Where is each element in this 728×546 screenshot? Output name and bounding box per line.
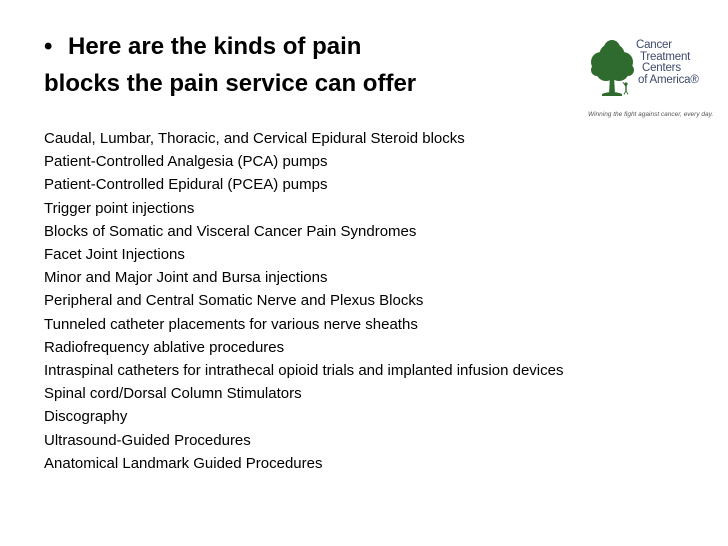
slide-title <box>44 28 564 102</box>
list-item: Patient-Controlled Epidural (PCEA) pumps <box>44 176 328 194</box>
list-item: Minor and Major Joint and Bursa injections <box>44 269 328 287</box>
list-item: Caudal, Lumbar, Thoracic, and Cervical Epidural Steroid blocks <box>44 130 465 147</box>
tree-icon <box>588 38 636 104</box>
title-text-1: Here are the kinds of pain <box>68 33 362 60</box>
list-item: Radiofrequency ablative procedures <box>44 338 285 356</box>
logo-tagline: Winning the fight against cancer, every day. <box>588 111 714 118</box>
list-item: Anatomical Landmark Guided Procedures <box>44 454 323 472</box>
pain-block-list <box>44 127 563 475</box>
list-item: Ultrasound-Guided Procedures <box>44 431 251 449</box>
list-item: Patient-Controlled Analgesia (PCA) pumps <box>44 153 328 171</box>
logo-line-1: Cancer <box>636 39 672 51</box>
list-item: Facet Joint Injections <box>44 246 185 264</box>
list-item: Spinal cord/Dorsal Column Stimulators <box>44 385 302 403</box>
logo-line-2: Treatment <box>640 50 691 63</box>
title-line-2: blocks the pain service can offer <box>44 70 417 97</box>
title-line-1 <box>44 28 564 65</box>
list-item: Trigger point injections <box>44 199 195 217</box>
list-item: Blocks of Somatic and Visceral Cancer Pain Syndromes <box>44 222 417 240</box>
company-logo <box>588 38 712 122</box>
logo-line-3: Centers <box>642 62 681 74</box>
logo-line-4: of America® <box>638 73 699 86</box>
logo-wordmark <box>636 40 699 86</box>
list-item: Intraspinal catheters for intrathecal opioid trials and implanted infusion devices <box>44 362 564 380</box>
list-item: Tunneled catheter placements for various nerve sheaths <box>44 315 418 333</box>
list-item: Peripheral and Central Somatic Nerve and Plexus Blocks <box>44 292 424 310</box>
title-bullet: • <box>44 33 53 60</box>
list-item: Discography <box>44 408 128 426</box>
